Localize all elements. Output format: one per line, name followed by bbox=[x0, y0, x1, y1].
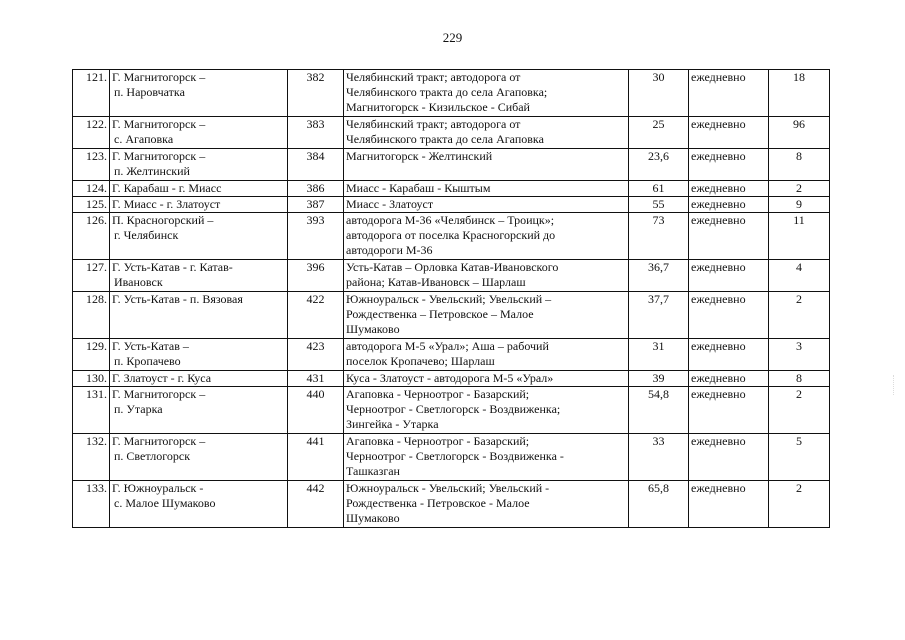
route-name-cell bbox=[110, 117, 288, 149]
route-name-cell-line: п. Светлогорск bbox=[114, 449, 191, 463]
route-code-cell: 383 bbox=[288, 117, 344, 149]
trip-count-cell: 96 bbox=[769, 117, 830, 149]
row-number-cell: 133. bbox=[73, 481, 110, 528]
route-name-cell-line: п. Наровчатка bbox=[114, 85, 185, 99]
routes-table bbox=[72, 69, 830, 528]
route-path-cell-line: Магнитогорск - Кизильское - Сибай bbox=[346, 100, 530, 114]
route-code-cell: 396 bbox=[288, 260, 344, 292]
distance-cell: 39 bbox=[629, 371, 689, 387]
trip-count-cell: 11 bbox=[769, 213, 830, 260]
route-name-cell-line: Ивановск bbox=[114, 275, 163, 289]
route-path-cell bbox=[344, 387, 629, 434]
route-code-cell: 441 bbox=[288, 434, 344, 481]
table-row bbox=[73, 213, 830, 260]
route-name-cell bbox=[110, 339, 288, 371]
route-path-cell-line: Черноотрог - Светлогорск - Воздвиженка; bbox=[346, 402, 561, 416]
trip-count-cell: 2 bbox=[769, 481, 830, 528]
route-name-cell bbox=[110, 434, 288, 481]
route-name-cell bbox=[110, 149, 288, 181]
row-number-cell: 125. bbox=[73, 197, 110, 213]
row-number-cell: 123. bbox=[73, 149, 110, 181]
table-row bbox=[73, 434, 830, 481]
route-path-cell-line: Миасс - Златоуст bbox=[346, 197, 434, 211]
routes-table-body bbox=[73, 70, 830, 528]
route-path-cell bbox=[344, 149, 629, 181]
route-path-cell-line: Челябинский тракт; автодорога от bbox=[346, 70, 521, 84]
trip-count-cell: 3 bbox=[769, 339, 830, 371]
route-name-cell-line: Г. Магнитогорск – bbox=[112, 149, 206, 163]
route-name-cell bbox=[110, 181, 288, 197]
trip-count-cell: 4 bbox=[769, 260, 830, 292]
route-code-cell: 386 bbox=[288, 181, 344, 197]
frequency-cell: ежедневно bbox=[689, 387, 769, 434]
route-code-cell: 442 bbox=[288, 481, 344, 528]
route-path-cell-line: Южноуральск - Увельский; Увельский – bbox=[346, 292, 552, 306]
route-name-cell-line: Г. Златоуст - г. Куса bbox=[112, 371, 212, 385]
route-path-cell-line: Усть-Катав – Орловка Катав-Ивановского bbox=[346, 260, 559, 274]
route-path-cell bbox=[344, 117, 629, 149]
route-code-cell: 382 bbox=[288, 70, 344, 117]
route-name-cell bbox=[110, 292, 288, 339]
route-name-cell-line: Г. Магнитогорск – bbox=[112, 387, 206, 401]
row-number-cell: 130. bbox=[73, 371, 110, 387]
route-path-cell bbox=[344, 70, 629, 117]
route-path-cell bbox=[344, 181, 629, 197]
table-row bbox=[73, 339, 830, 371]
route-path-cell bbox=[344, 339, 629, 371]
trip-count-cell: 8 bbox=[769, 371, 830, 387]
route-name-cell-line: п. Кропачево bbox=[114, 354, 181, 368]
route-name-cell-line: Г. Карабаш - г. Миасс bbox=[112, 181, 222, 195]
route-path-cell bbox=[344, 371, 629, 387]
route-path-cell bbox=[344, 434, 629, 481]
route-name-cell-line: Г. Магнитогорск – bbox=[112, 70, 206, 84]
route-name-cell-line: Г. Магнитогорск – bbox=[112, 117, 206, 131]
row-number-cell: 132. bbox=[73, 434, 110, 481]
route-path-cell bbox=[344, 260, 629, 292]
route-code-cell: 387 bbox=[288, 197, 344, 213]
table-row bbox=[73, 481, 830, 528]
route-path-cell bbox=[344, 292, 629, 339]
route-code-cell: 384 bbox=[288, 149, 344, 181]
route-path-cell-line: Миасс - Карабаш - Кыштым bbox=[346, 181, 491, 195]
trip-count-cell: 8 bbox=[769, 149, 830, 181]
frequency-cell: ежедневно bbox=[689, 117, 769, 149]
row-number-cell: 131. bbox=[73, 387, 110, 434]
route-code-cell: 440 bbox=[288, 387, 344, 434]
frequency-cell: ежедневно bbox=[689, 70, 769, 117]
route-path-cell-line: Шумаково bbox=[346, 511, 400, 525]
route-name-cell-line: п. Утарка bbox=[114, 402, 163, 416]
distance-cell: 25 bbox=[629, 117, 689, 149]
frequency-cell: ежедневно bbox=[689, 481, 769, 528]
table-row bbox=[73, 197, 830, 213]
route-path-cell-line: района; Катав-Ивановск – Шарлаш bbox=[346, 275, 526, 289]
distance-cell: 65,8 bbox=[629, 481, 689, 528]
table-row bbox=[73, 117, 830, 149]
row-number-cell: 124. bbox=[73, 181, 110, 197]
row-number-cell: 122. bbox=[73, 117, 110, 149]
route-path-cell-line: Рождественка - Петровское - Малое bbox=[346, 496, 530, 510]
route-name-cell bbox=[110, 70, 288, 117]
distance-cell: 54,8 bbox=[629, 387, 689, 434]
route-name-cell-line: с. Агаповка bbox=[114, 132, 174, 146]
table-row bbox=[73, 181, 830, 197]
route-path-cell bbox=[344, 213, 629, 260]
frequency-cell: ежедневно bbox=[689, 213, 769, 260]
trip-count-cell: 5 bbox=[769, 434, 830, 481]
table-row bbox=[73, 260, 830, 292]
frequency-cell: ежедневно bbox=[689, 292, 769, 339]
route-path-cell-line: Куса - Златоуст - автодорога М-5 «Урал» bbox=[346, 371, 554, 385]
trip-count-cell: 2 bbox=[769, 387, 830, 434]
frequency-cell: ежедневно bbox=[689, 197, 769, 213]
route-name-cell-line: Г. Южноуральск - bbox=[112, 481, 204, 495]
frequency-cell: ежедневно bbox=[689, 434, 769, 481]
route-code-cell: 393 bbox=[288, 213, 344, 260]
frequency-cell: ежедневно bbox=[689, 339, 769, 371]
frequency-cell: ежедневно bbox=[689, 260, 769, 292]
route-name-cell bbox=[110, 260, 288, 292]
distance-cell: 23,6 bbox=[629, 149, 689, 181]
route-name-cell-line: П. Красногорский – bbox=[112, 213, 214, 227]
distance-cell: 36,7 bbox=[629, 260, 689, 292]
distance-cell: 61 bbox=[629, 181, 689, 197]
distance-cell: 31 bbox=[629, 339, 689, 371]
row-number-cell: 126. bbox=[73, 213, 110, 260]
route-path-cell-line: Агаповка - Черноотрог - Базарский; bbox=[346, 387, 530, 401]
route-name-cell bbox=[110, 481, 288, 528]
page-number: 229 bbox=[442, 30, 463, 45]
route-name-cell bbox=[110, 197, 288, 213]
route-code-cell: 423 bbox=[288, 339, 344, 371]
route-code-cell: 431 bbox=[288, 371, 344, 387]
trip-count-cell: 18 bbox=[769, 70, 830, 117]
trip-count-cell: 9 bbox=[769, 197, 830, 213]
route-name-cell bbox=[110, 387, 288, 434]
distance-cell: 30 bbox=[629, 70, 689, 117]
row-number-cell: 129. bbox=[73, 339, 110, 371]
table-row bbox=[73, 371, 830, 387]
route-path-cell-line: Рождественка – Петровское – Малое bbox=[346, 307, 534, 321]
route-path-cell-line: автодорога М-36 «Челябинск – Троицк»; bbox=[346, 213, 555, 227]
route-path-cell bbox=[344, 481, 629, 528]
route-path-cell-line: Челябинского тракта до села Агаповка bbox=[346, 132, 544, 146]
route-name-cell-line: Г. Магнитогорск – bbox=[112, 434, 206, 448]
row-number-cell: 127. bbox=[73, 260, 110, 292]
table-row bbox=[73, 149, 830, 181]
distance-cell: 73 bbox=[629, 213, 689, 260]
route-path-cell-line: автодороги М-36 bbox=[346, 243, 433, 257]
route-path-cell-line: автодорога от поселка Красногорский до bbox=[346, 228, 556, 242]
row-number-cell: 121. bbox=[73, 70, 110, 117]
route-name-cell bbox=[110, 213, 288, 260]
route-path-cell-line: Ташказган bbox=[346, 464, 400, 478]
distance-cell: 37,7 bbox=[629, 292, 689, 339]
route-path-cell-line: автодорога М-5 «Урал»; Аша – рабочий bbox=[346, 339, 549, 353]
route-name-cell-line: п. Желтинский bbox=[114, 164, 190, 178]
route-name-cell-line: Г. Усть-Катав – bbox=[112, 339, 189, 353]
route-path-cell-line: Агаповка - Черноотрог - Базарский; bbox=[346, 434, 530, 448]
table-row bbox=[73, 292, 830, 339]
route-path-cell-line: Шумаково bbox=[346, 322, 400, 336]
route-name-cell-line: Г. Усть-Катав - п. Вязовая bbox=[112, 292, 243, 306]
route-name-cell-line: Г. Усть-Катав - г. Катав- bbox=[112, 260, 233, 274]
route-path-cell-line: поселок Кропачево; Шарлаш bbox=[346, 354, 495, 368]
route-path-cell-line: Челябинского тракта до села Агаповка; bbox=[346, 85, 548, 99]
route-path-cell-line: Южноуральск - Увельский; Увельский - bbox=[346, 481, 550, 495]
table-row bbox=[73, 387, 830, 434]
row-number-cell: 128. bbox=[73, 292, 110, 339]
frequency-cell: ежедневно bbox=[689, 181, 769, 197]
table-row bbox=[73, 70, 830, 117]
frequency-cell: ежедневно bbox=[689, 371, 769, 387]
route-name-cell-line: Г. Миасс - г. Златоуст bbox=[112, 197, 221, 211]
route-path-cell-line: Магнитогорск - Желтинский bbox=[346, 149, 493, 163]
route-code-cell: 422 bbox=[288, 292, 344, 339]
trip-count-cell: 2 bbox=[769, 181, 830, 197]
frequency-cell: ежедневно bbox=[689, 149, 769, 181]
scan-artifact bbox=[893, 375, 902, 395]
distance-cell: 33 bbox=[629, 434, 689, 481]
route-name-cell bbox=[110, 371, 288, 387]
route-path-cell-line: Челябинский тракт; автодорога от bbox=[346, 117, 521, 131]
distance-cell: 55 bbox=[629, 197, 689, 213]
route-path-cell-line: Черноотрог - Светлогорск - Воздвиженка - bbox=[346, 449, 564, 463]
trip-count-cell: 2 bbox=[769, 292, 830, 339]
route-name-cell-line: с. Малое Шумаково bbox=[114, 496, 216, 510]
route-path-cell-line: Зингейка - Утарка bbox=[346, 417, 439, 431]
route-name-cell-line: г. Челябинск bbox=[114, 228, 179, 242]
route-path-cell bbox=[344, 197, 629, 213]
